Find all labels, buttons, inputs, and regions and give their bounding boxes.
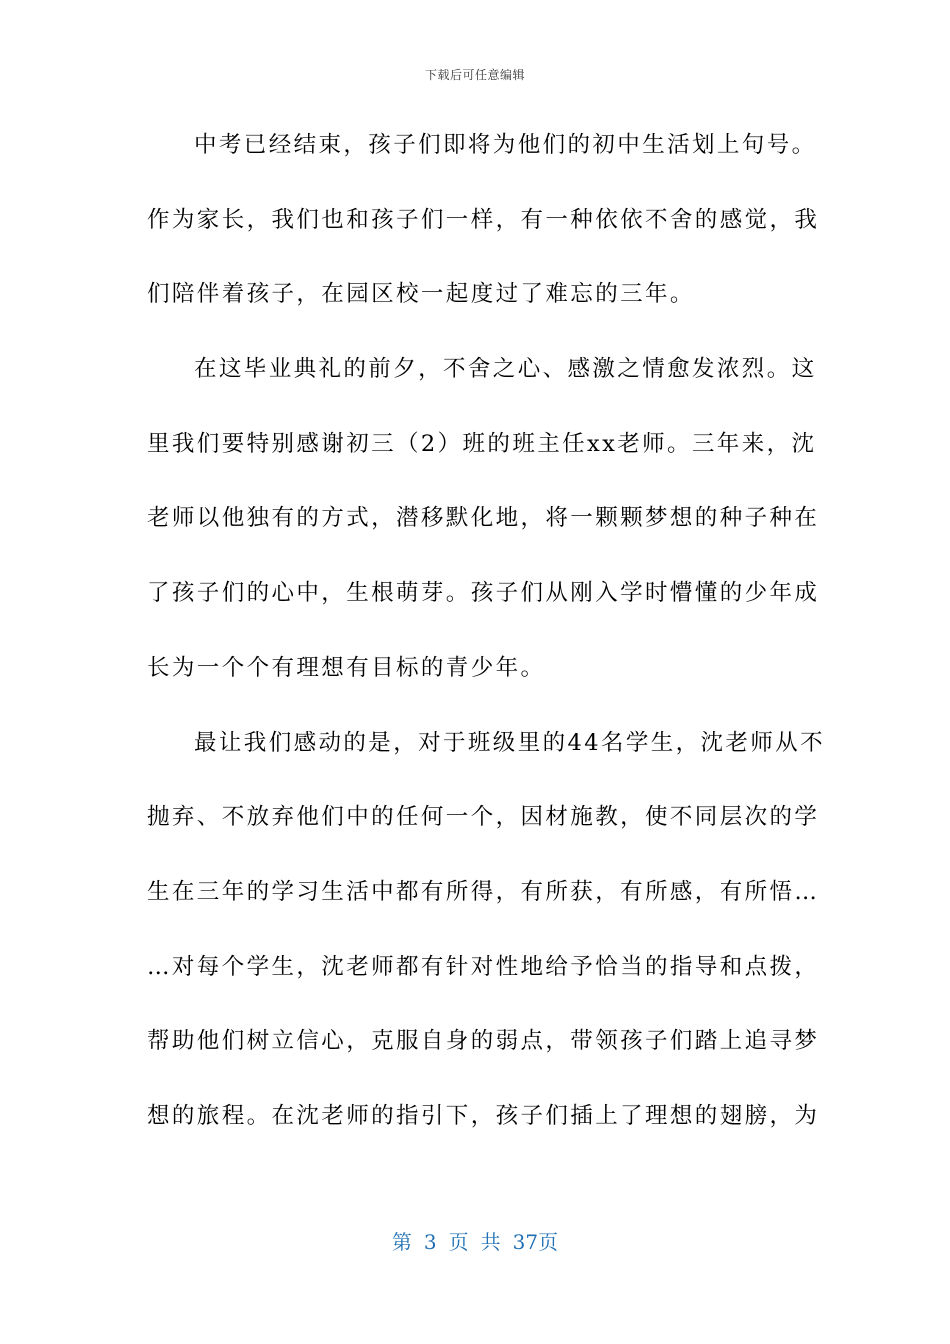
footer-current-page: 3 <box>423 1230 437 1254</box>
text-line: 最让我们感动的是，对于班级里的44名学生，沈老师从不 <box>194 729 826 756</box>
footer-page-label: 第 <box>391 1230 412 1254</box>
text-line: 老师以他独有的方式，潜移默化地，将一颗颗梦想的种子种在 <box>147 505 820 532</box>
text-line: 作为家长，我们也和孩子们一样，有一种依依不舍的感觉，我 <box>147 206 820 233</box>
text-line: 中考已经结束，孩子们即将为他们的初中生活划上句号。 <box>194 132 817 158</box>
text-line: 了孩子们的心中，生根萌芽。孩子们从刚入学时懵懂的少年成 <box>147 580 820 607</box>
page-header: 下载后可任意编辑 <box>424 68 525 82</box>
text-line: 长为一个个有理想有目标的青少年。 <box>147 654 546 681</box>
text-line: 们陪伴着孩子，在园区校一起度过了难忘的三年。 <box>147 281 695 308</box>
page-footer <box>0 1226 950 1255</box>
footer-page-unit: 页 <box>448 1230 469 1254</box>
text-line: 想的旅程。在沈老师的指引下，孩子们插上了理想的翅膀，为 <box>147 1102 820 1129</box>
text-line: 抛弃、不放弃他们中的任何一个，因材施教，使不同层次的学 <box>147 804 820 831</box>
text-line: 在这毕业典礼的前夕，不舍之心、感激之情愈发浓烈。这 <box>194 356 817 383</box>
text-line: 里我们要特别感谢初三（2）班的班主任xx老师。三年来，沈 <box>147 430 817 457</box>
text-line: 帮助他们树立信心，克服自身的弱点，带领孩子们踏上追寻梦 <box>147 1028 820 1055</box>
footer-total-pages: 37页 <box>512 1230 559 1254</box>
footer-total-label: 共 <box>480 1230 501 1254</box>
document-body <box>147 120 826 1166</box>
text-line: 生在三年的学习生活中都有所得，有所获，有所感，有所悟… <box>147 878 820 905</box>
text-line: …对每个学生，沈老师都有针对性地给予恰当的指导和点拨， <box>147 953 820 980</box>
